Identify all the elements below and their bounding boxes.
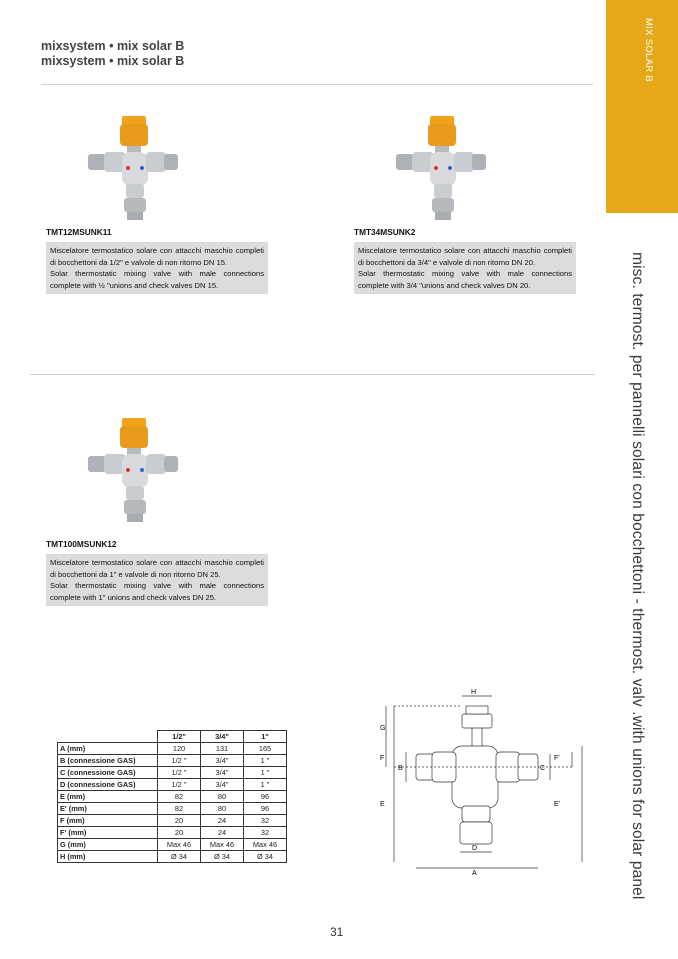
section-tab <box>606 0 678 213</box>
cell: 24 <box>201 815 244 827</box>
technical-drawing <box>374 686 600 876</box>
cell: 3/4" <box>201 779 244 791</box>
divider-top <box>41 84 593 85</box>
product-code: TMT100MSUNK12 <box>46 539 117 549</box>
cell: 1 " <box>244 767 287 779</box>
cell: 80 <box>201 791 244 803</box>
cell: 165 <box>244 743 287 755</box>
table-row <box>58 851 287 863</box>
cell: 82 <box>158 791 201 803</box>
divider-middle <box>30 374 595 375</box>
valve-image <box>84 404 184 534</box>
row-label: F (mm) <box>58 815 158 827</box>
row-label: F' (mm) <box>58 827 158 839</box>
row-label: E (mm) <box>58 791 158 803</box>
table-row <box>58 815 287 827</box>
table-row <box>58 827 287 839</box>
header-line-1: mixsystem • mix solar B <box>41 39 185 53</box>
table-row <box>58 839 287 851</box>
table-row <box>58 779 287 791</box>
table-row <box>58 803 287 815</box>
cell: 1 " <box>244 755 287 767</box>
dim-label-g: G <box>380 725 386 732</box>
description-english: Solar thermostatic mixing valve with male connections complete with 1" unions and check valves DN 25. <box>50 581 264 602</box>
product-description <box>46 554 268 606</box>
valve-image <box>84 112 184 222</box>
product-description <box>46 242 268 294</box>
table-row <box>58 743 287 755</box>
row-label: E' (mm) <box>58 803 158 815</box>
cell: Ø 34 <box>244 851 287 863</box>
row-label: H (mm) <box>58 851 158 863</box>
cell: 1 " <box>244 779 287 791</box>
cell: 82 <box>158 803 201 815</box>
table-corner <box>58 731 158 743</box>
side-title: misc. termost. per pannelli solari con bocchettoni - thermost. valv .with unions for solar panel <box>629 252 646 900</box>
row-label: C (connessione GAS) <box>58 767 158 779</box>
cell: 131 <box>201 743 244 755</box>
column-header: 3/4" <box>201 731 244 743</box>
table-row <box>58 755 287 767</box>
cell: 96 <box>244 791 287 803</box>
cell: 3/4" <box>201 767 244 779</box>
description-italian: Miscelatore termostatico solare con attacchi maschio completi di bocchettoni da 3/4" e valvole di non ritorno DN 20. <box>358 246 572 267</box>
cell: 20 <box>158 827 201 839</box>
product-card <box>354 112 576 294</box>
valve-image <box>392 112 492 222</box>
cell: 120 <box>158 743 201 755</box>
dim-label-e-prime: E' <box>554 801 561 808</box>
cell: 96 <box>244 803 287 815</box>
dim-label-e: E <box>380 801 385 808</box>
dim-label-f: F <box>380 755 385 762</box>
table-header-row <box>58 731 287 743</box>
product-card <box>46 404 268 606</box>
cell: Max 46 <box>244 839 287 851</box>
dim-label-h: H <box>471 689 477 696</box>
column-header: 1/2" <box>158 731 201 743</box>
table-row <box>58 791 287 803</box>
product-code: TMT12MSUNK11 <box>46 227 112 237</box>
cell: Ø 34 <box>201 851 244 863</box>
product-card <box>46 112 268 294</box>
cell: 80 <box>201 803 244 815</box>
cell: 1/2 " <box>158 755 201 767</box>
description-italian: Miscelatore termostatico solare con attacchi maschio completi di bocchettoni da 1" e valvole di non ritorno DN 25. <box>50 558 264 579</box>
row-label: B (connessione GAS) <box>58 755 158 767</box>
cell: 32 <box>244 815 287 827</box>
dim-label-b: B <box>398 765 403 772</box>
row-label: A (mm) <box>58 743 158 755</box>
description-english: Solar thermostatic mixing valve with male connections complete with 3/4 "unions and check valves DN 20. <box>358 269 572 290</box>
cell: 1/2 " <box>158 779 201 791</box>
section-tab-label: MIX SOLAR B <box>643 18 654 83</box>
cell: 20 <box>158 815 201 827</box>
cell: 1/2 " <box>158 767 201 779</box>
page-number: 31 <box>330 925 344 939</box>
column-header: 1" <box>244 731 287 743</box>
dim-label-f-prime: F' <box>554 755 560 762</box>
product-description <box>354 242 576 294</box>
product-code: TMT34MSUNK2 <box>354 227 416 237</box>
cell: 24 <box>201 827 244 839</box>
cell: Max 46 <box>201 839 244 851</box>
dimensions-table <box>57 730 287 863</box>
header-line-2: mixsystem • mix solar B <box>41 54 185 68</box>
description-italian: Miscelatore termostatico solare con attacchi maschio completi di bocchettoni da 1/2" e valvole di non ritorno DN 15. <box>50 246 264 267</box>
header <box>41 39 184 69</box>
table-row <box>58 767 287 779</box>
description-english: Solar thermostatic mixing valve with male connections complete with ½ "unions and check valves DN 15. <box>50 269 264 290</box>
cell: Max 46 <box>158 839 201 851</box>
cell: Ø 34 <box>158 851 201 863</box>
dim-label-a: A <box>472 870 477 876</box>
cell: 32 <box>244 827 287 839</box>
dim-label-d: D <box>472 845 478 852</box>
row-label: D (connessione GAS) <box>58 779 158 791</box>
row-label: G (mm) <box>58 839 158 851</box>
cell: 3/4" <box>201 755 244 767</box>
dim-label-c: C <box>540 765 546 772</box>
